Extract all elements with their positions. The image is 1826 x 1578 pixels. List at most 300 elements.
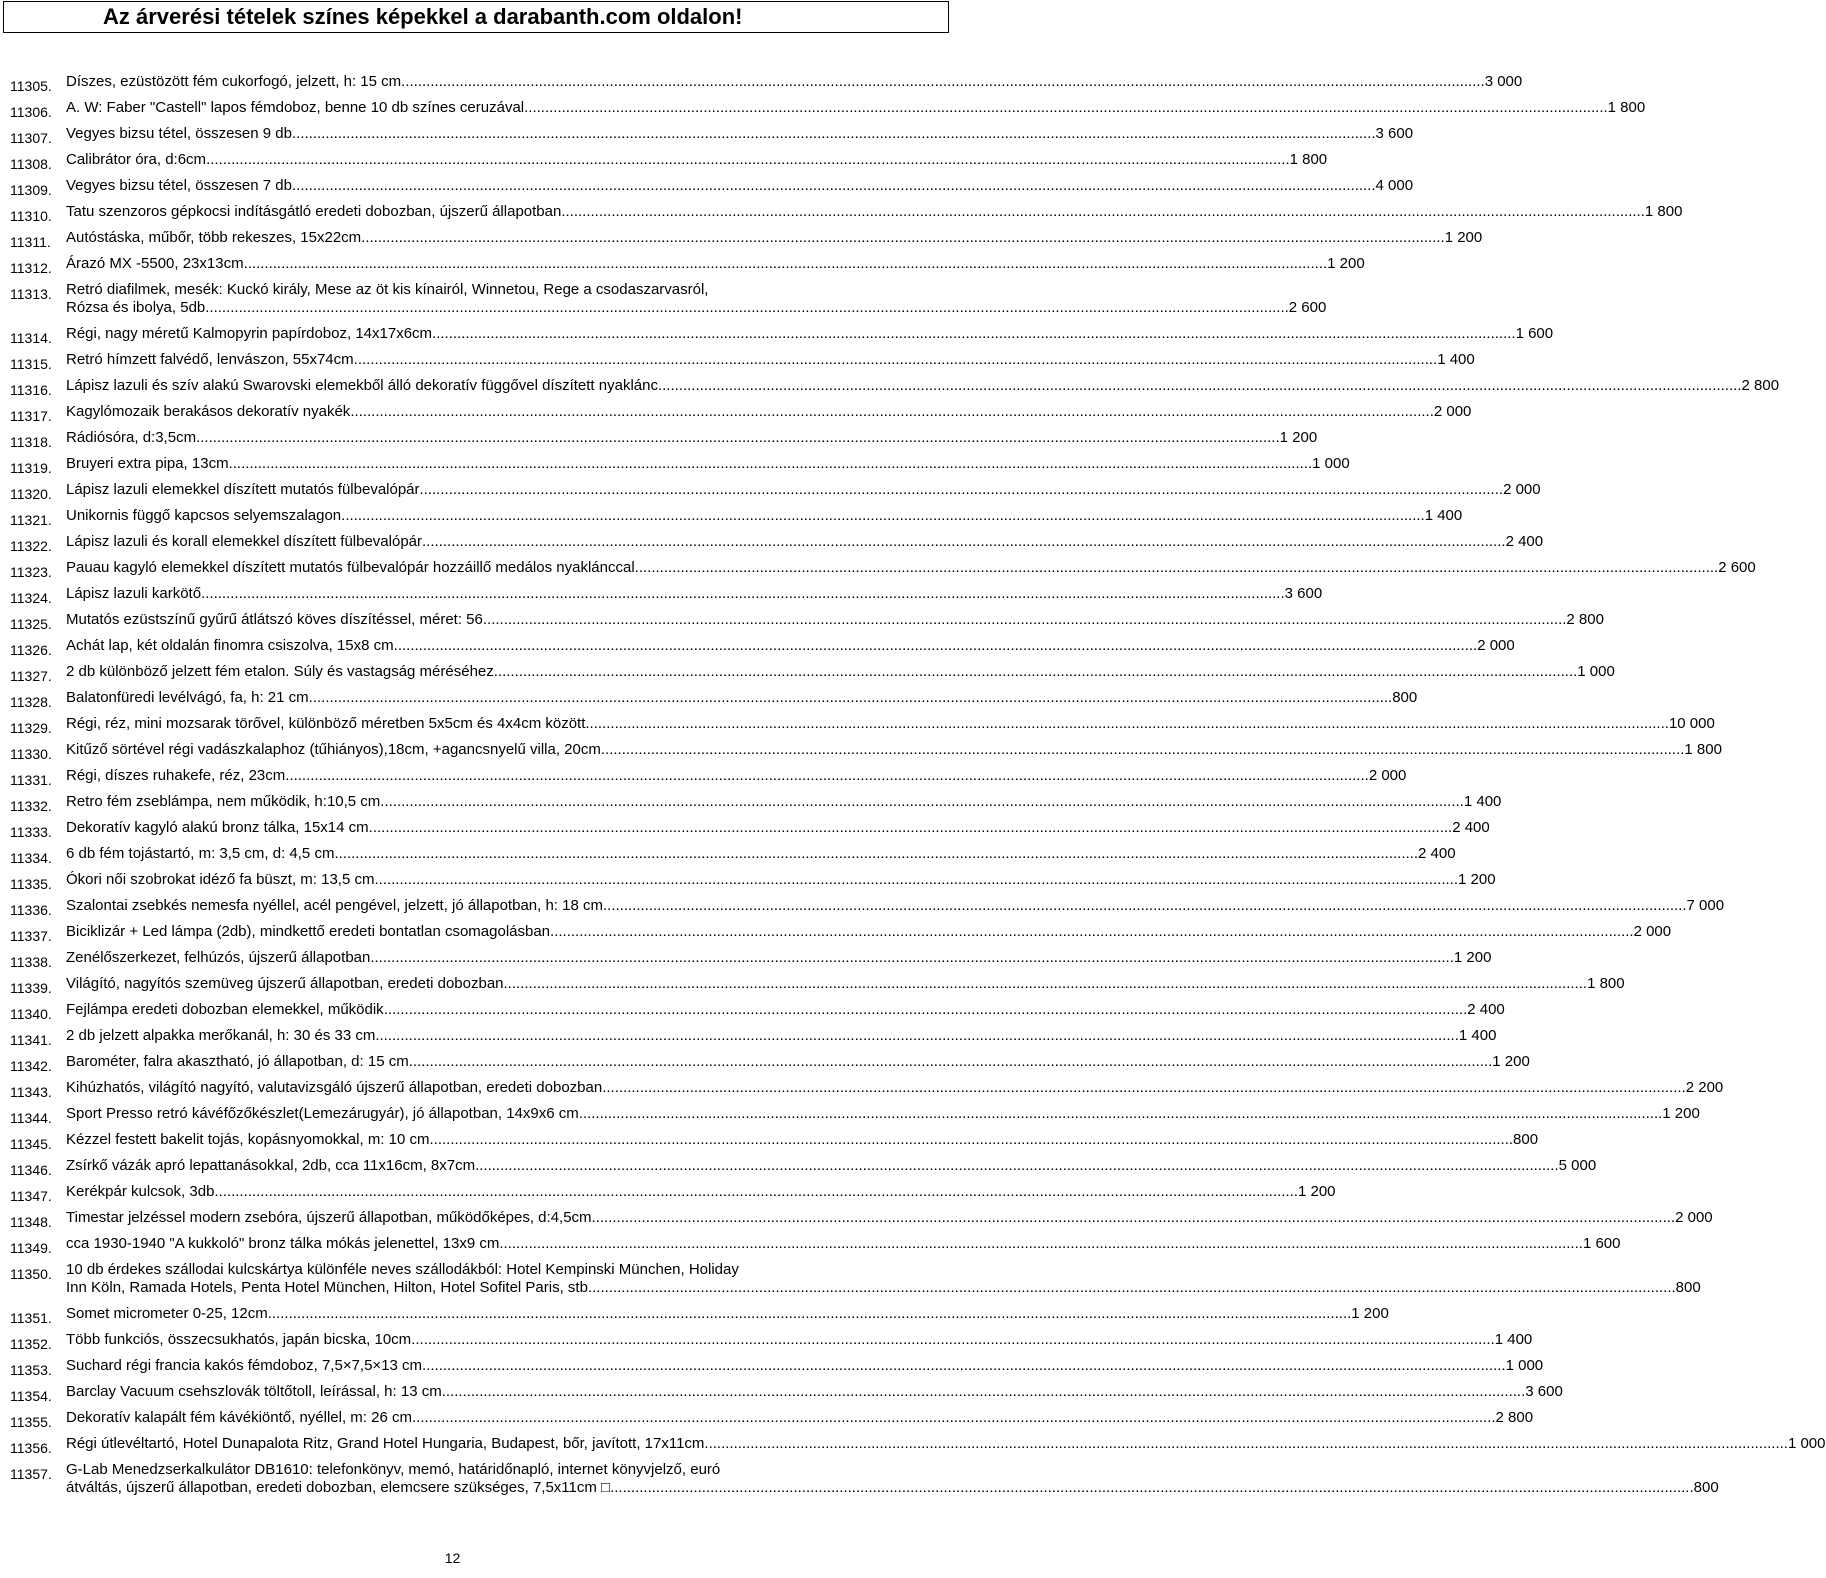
dot-leader: .................................................................................................................................................................................................................................................................... (228, 455, 1313, 472)
lot-description (66, 1261, 1701, 1297)
lot-text: Dekoratív kalapált fém kávékiöntő, nyéllel, m: 26 cm (66, 1409, 412, 1426)
lot-description (66, 1027, 1497, 1045)
lot-description (66, 1105, 1700, 1123)
lot-description (66, 403, 1472, 421)
dot-leader: .................................................................................................................................................................................................................................................................... (334, 845, 1418, 862)
lot-row (10, 325, 1554, 351)
lot-description (66, 611, 1604, 629)
lot-text: Több funkciós, összecsukhatós, japán bicska, 10cm (66, 1331, 412, 1348)
lot-text: Barclay Vacuum csehszlovák töltőtoll, leírással, h: 13 cm (66, 1383, 442, 1400)
lot-starting-price: 3 600 (1284, 585, 1323, 602)
lot-number: 11353. (10, 1362, 52, 1378)
lot-text: Pauau kagyló elemekkel díszített mutatós fülbevalópár hozzáillő medálos nyaklánccal (66, 559, 635, 576)
lot-description (66, 637, 1515, 655)
lot-text: Régi, nagy méretű Kalmopyrin papírdoboz, 14x17x6cm (66, 325, 433, 342)
lot-number: 11316. (10, 382, 52, 398)
lot-text: Kagylómozaik berakásos dekoratív nyakék (66, 403, 351, 420)
lot-number: 11346. (10, 1162, 52, 1178)
lot-text: Dekoratív kagyló alakú bronz tálka, 15x14 cm (66, 819, 369, 836)
lot-description (66, 585, 1323, 603)
lot-row (10, 611, 1604, 637)
lot-number: 11328. (10, 694, 52, 710)
lot-number: 11338. (10, 954, 52, 970)
lot-text: Rózsa és ibolya, 5db (66, 299, 206, 316)
lot-row (10, 819, 1490, 845)
lot-starting-price: 1 800 (1644, 203, 1683, 220)
lot-starting-price: 1 200 (1279, 429, 1318, 446)
lot-text: Retró hímzett falvédő, lenvászon, 55x74cm (66, 351, 354, 368)
lot-description (66, 1079, 1724, 1097)
lot-starting-price: 1 200 (1492, 1053, 1530, 1070)
lot-row (10, 351, 1475, 377)
lot-number: 11325. (10, 616, 52, 632)
lot-description (66, 377, 1780, 395)
lot-starting-price: 2 600 (1288, 299, 1327, 316)
lot-text: Lápisz lazuli és korall elemekkel díszített fülbevalópár (66, 533, 423, 550)
lot-starting-price: 1 200 (1444, 229, 1483, 246)
lot-number: 11317. (10, 408, 52, 424)
lot-description (66, 429, 1318, 447)
lot-starting-price: 2 400 (1452, 819, 1490, 836)
lot-text: átváltás, újszerű állapotban, eredeti dobozban, elemcsere szükséges, 7,5x11cm □ (66, 1479, 611, 1496)
lot-description (66, 1157, 1597, 1175)
dot-leader: .................................................................................................................................................................................................................................................................... (602, 897, 1687, 914)
lot-description (66, 741, 1722, 759)
dot-leader: .................................................................................................................................................................................................................................................................... (214, 1183, 1298, 1200)
lot-description (66, 793, 1502, 811)
lot-text: Sport Presso retró kávéfőzőkészlet(Lemezárugyár), jó állapotban, 14x9x6 cm (66, 1105, 579, 1122)
lot-starting-price: 1 800 (1289, 151, 1328, 168)
lot-text: Ókori női szobrokat idéző fa büszt, m: 13,5 cm (66, 871, 375, 888)
lot-text: Zenélőszerkezet, felhúzós, újszerű állapotban (66, 949, 371, 966)
lot-row (10, 507, 1463, 533)
lot-description (66, 1435, 1826, 1453)
lot-row (10, 1157, 1597, 1183)
lot-description (66, 689, 1418, 707)
lot-starting-price: 1 000 (1505, 1357, 1544, 1374)
lot-number: 11324. (10, 590, 52, 606)
lot-row (10, 377, 1780, 403)
lot-number: 11320. (10, 486, 52, 502)
lot-row (10, 793, 1502, 819)
lot-starting-price: 2 000 (1477, 637, 1515, 654)
lot-description (66, 229, 1483, 247)
lot-starting-price: 2 400 (1505, 533, 1544, 550)
lot-description (66, 203, 1683, 221)
lot-number: 11341. (10, 1032, 52, 1048)
lot-starting-price: 800 (1675, 1279, 1701, 1296)
lot-number: 11345. (10, 1136, 52, 1152)
lot-starting-price: 800 (1693, 1479, 1719, 1496)
lot-text: Régi, réz, mini mozsarak törővel, különböző méretben 5x5cm és 4x4cm között (66, 715, 586, 732)
dot-leader: .................................................................................................................................................................................................................................................................... (411, 1409, 1496, 1426)
dot-leader: .................................................................................................................................................................................................................................................................... (429, 1131, 1514, 1148)
lot-text: Vegyes bizsu tétel, összesen 9 db (66, 125, 292, 142)
lot-number: 11311. (10, 234, 51, 250)
lot-row (10, 1053, 1530, 1079)
lot-number: 11348. (10, 1214, 52, 1230)
dot-leader: .................................................................................................................................................................................................................................................................... (383, 1001, 1468, 1018)
lot-text: Balatonfüredi levélvágó, fa, h: 21 cm (66, 689, 309, 706)
lot-description (66, 923, 1672, 941)
lot-text: Bruyeri extra pipa, 13cm (66, 455, 229, 472)
lot-number: 11343. (10, 1084, 52, 1100)
lot-row (10, 1331, 1533, 1357)
lot-number: 11309. (10, 182, 52, 198)
dot-leader: .................................................................................................................................................................................................................................................................... (600, 741, 1685, 758)
lot-number: 11326. (10, 642, 52, 658)
lot-text: Achát lap, két oldalán finomra csiszolva, 15x8 cm (66, 637, 394, 654)
lot-description (66, 507, 1463, 525)
lot-number: 11307. (10, 130, 52, 146)
lot-starting-price: 1 200 (1662, 1105, 1700, 1122)
lot-description (66, 351, 1475, 369)
lot-number: 11355. (10, 1414, 52, 1430)
lot-row (10, 403, 1472, 429)
lot-number: 11327. (10, 668, 52, 684)
lot-description (66, 73, 1523, 91)
lot-number: 11357. (10, 1466, 52, 1482)
lot-row (10, 663, 1615, 689)
lot-description (66, 1409, 1534, 1427)
lot-row (10, 949, 1492, 975)
lot-starting-price: 2 600 (1718, 559, 1756, 576)
lot-starting-price: 2 000 (1633, 923, 1672, 940)
lot-text: Díszes, ezüstözött fém cukorfogó, jelzett, h: 15 cm (66, 73, 402, 90)
dot-leader: .................................................................................................................................................................................................................................................................... (704, 1435, 1788, 1452)
dot-leader: .................................................................................................................................................................................................................................................................... (368, 819, 1453, 836)
lot-description (66, 897, 1725, 915)
lot-text: Szalontai zsebkés nemesfa nyéllel, acél pengével, jelzett, jó állapotban, h: 18 cm (66, 897, 603, 914)
lot-number: 11342. (10, 1058, 52, 1074)
dot-leader: .................................................................................................................................................................................................................................................................... (578, 1105, 1663, 1122)
lot-starting-price: 2 800 (1566, 611, 1604, 628)
lot-text: Suchard régi francia kakós fémdoboz, 7,5×7,5×13 cm (66, 1357, 423, 1374)
lot-row (10, 637, 1515, 663)
dot-leader: .................................................................................................................................................................................................................................................................... (475, 1157, 1559, 1174)
lot-description (66, 845, 1456, 863)
dot-leader: .................................................................................................................................................................................................................................................................... (503, 975, 1588, 992)
lot-description (66, 255, 1365, 273)
lot-number: 11350. (10, 1266, 52, 1282)
lot-starting-price: 10 000 (1668, 715, 1715, 732)
lot-starting-price: 2 000 (1675, 1209, 1713, 1226)
lot-description (66, 177, 1414, 195)
lot-text: Fejlámpa eredeti dobozban elemekkel, működik (66, 1001, 384, 1018)
lot-row (10, 767, 1407, 793)
dot-leader: .................................................................................................................................................................................................................................................................... (370, 949, 1454, 966)
dot-leader: .................................................................................................................................................................................................................................................................... (341, 507, 1425, 524)
lot-row (10, 177, 1414, 203)
dot-leader: .................................................................................................................................................................................................................................................................... (585, 715, 1669, 732)
dot-leader: .................................................................................................................................................................................................................................................................... (205, 299, 1289, 316)
dot-leader: .................................................................................................................................................................................................................................................................... (422, 533, 1506, 550)
dot-leader: .................................................................................................................................................................................................................................................................... (291, 125, 1376, 142)
lot-number: 11333. (10, 824, 52, 840)
lot-row (10, 1261, 1701, 1305)
lot-row (10, 845, 1456, 871)
dot-leader: .................................................................................................................................................................................................................................................................... (499, 1235, 1583, 1252)
dot-leader: .................................................................................................................................................................................................................................................................... (493, 663, 1578, 680)
lot-text-first-line: G-Lab Menedzserkalkulátor DB1610: telefonkönyv, memó, határidőnapló, internet könyvjelző, euró (66, 1461, 721, 1478)
dot-leader: .................................................................................................................................................................................................................................................................... (243, 255, 1328, 272)
dot-leader: .................................................................................................................................................................................................................................................................... (610, 1479, 1694, 1496)
lot-text: Calibrátor óra, d:6cm (66, 151, 207, 168)
lot-starting-price: 2 000 (1433, 403, 1472, 420)
lot-text: Kihúzhatós, világító nagyító, valutavizsgáló újszerű állapotban, eredeti dobozban (66, 1079, 603, 1096)
lot-text: A. W: Faber "Castell" lapos fémdoboz, benne 10 db színes ceruzával (66, 99, 525, 116)
lot-number: 11310. (10, 208, 52, 224)
lot-starting-price: 1 200 (1453, 949, 1492, 966)
lot-text: 2 db különböző jelzett fém etalon. Súly és vastagság méréséhez (66, 663, 494, 680)
lot-starting-price: 2 400 (1467, 1001, 1505, 1018)
lot-description (66, 715, 1715, 733)
lot-starting-price: 800 (1392, 689, 1418, 706)
lot-row (10, 975, 1625, 1001)
lot-text: Barométer, falra akasztható, jó állapotban, d: 15 cm (66, 1053, 409, 1070)
lot-row (10, 1461, 1719, 1505)
lot-text: Retro fém zseblámpa, nem működik, h:10,5 cm (66, 793, 381, 810)
lot-row (10, 1183, 1336, 1209)
dot-leader: .................................................................................................................................................................................................................................................................... (422, 1357, 1506, 1374)
dot-leader: .................................................................................................................................................................................................................................................................... (201, 585, 1285, 602)
lot-starting-price: 1 800 (1684, 741, 1722, 758)
lot-number: 11351. (10, 1310, 52, 1326)
dot-leader: .................................................................................................................................................................................................................................................................... (196, 429, 1280, 446)
lot-starting-price: 1 200 (1327, 255, 1365, 272)
lot-text: Régi útlevéltartó, Hotel Dunapalota Ritz, Grand Hotel Hungaria, Budapest, bőr, javított, 17x11cm (66, 1435, 705, 1452)
lot-description (66, 1001, 1505, 1019)
dot-leader: .................................................................................................................................................................................................................................................................... (350, 403, 1434, 420)
lot-starting-price: 2 400 (1418, 845, 1456, 862)
dot-leader: .................................................................................................................................................................................................................................................................... (308, 689, 1393, 706)
lot-text: Inn Köln, Ramada Hotels, Penta Hotel München, Hilton, Hotel Sofitel Paris, stb. (66, 1279, 593, 1296)
lot-row (10, 1131, 1539, 1157)
lot-row (10, 715, 1715, 741)
lot-description (66, 1331, 1533, 1349)
page-number: 12 (444, 1550, 461, 1566)
lot-row (10, 689, 1418, 715)
lot-starting-price: 2 800 (1741, 377, 1780, 394)
lot-number: 11322. (10, 538, 52, 554)
lot-row (10, 1435, 1826, 1461)
lot-starting-price: 2 200 (1685, 1079, 1724, 1096)
lot-text: Vegyes bizsu tétel, összesen 7 db (66, 177, 292, 194)
dot-leader: .................................................................................................................................................................................................................................................................... (634, 559, 1719, 576)
lot-text: Lápisz lazuli karkötő (66, 585, 202, 602)
lot-number: 11314. (10, 330, 52, 346)
lot-row (10, 1027, 1497, 1053)
lot-starting-price: 1 400 (1494, 1331, 1533, 1348)
dot-leader: .................................................................................................................................................................................................................................................................... (401, 73, 1485, 90)
dot-leader: .................................................................................................................................................................................................................................................................... (291, 177, 1376, 194)
dot-leader: .................................................................................................................................................................................................................................................................... (482, 611, 1567, 628)
lot-row (10, 1079, 1724, 1105)
page-header-title: Az árverési tételek színes képekkel a darabanth.com oldalon! (3, 1, 949, 33)
lot-row (10, 741, 1722, 767)
lot-starting-price: 1 200 (1297, 1183, 1336, 1200)
lot-row (10, 151, 1328, 177)
lot-description (66, 151, 1328, 169)
lot-row (10, 585, 1323, 611)
lot-row (10, 1305, 1389, 1331)
lot-description (66, 325, 1554, 343)
lot-description (66, 1183, 1336, 1201)
lot-number: 11318. (10, 434, 52, 450)
dot-leader: .................................................................................................................................................................................................................................................................... (380, 793, 1464, 810)
lot-row (10, 1105, 1700, 1131)
dot-leader: .................................................................................................................................................................................................................................................................... (432, 325, 1516, 342)
lot-starting-price: 2 000 (1368, 767, 1407, 784)
lot-number: 11332. (10, 798, 52, 814)
lot-row (10, 203, 1683, 229)
lot-row (10, 1409, 1534, 1435)
lot-number: 11339. (10, 980, 52, 996)
lot-text: 6 db fém tojástartó, m: 3,5 cm, d: 4,5 cm (66, 845, 335, 862)
lot-starting-price: 1 400 (1437, 351, 1475, 368)
lot-row (10, 255, 1365, 281)
lot-starting-price: 1 000 (1312, 455, 1350, 472)
lot-row (10, 1235, 1621, 1261)
lot-starting-price: 4 000 (1375, 177, 1414, 194)
lot-starting-price: 1 200 (1351, 1305, 1389, 1322)
lot-text: Kerékpár kulcsok, 3db (66, 1183, 215, 1200)
dot-leader: .................................................................................................................................................................................................................................................................... (561, 203, 1645, 220)
dot-leader: .................................................................................................................................................................................................................................................................... (361, 229, 1445, 246)
dot-leader: .................................................................................................................................................................................................................................................................... (657, 377, 1742, 394)
lot-text: Lápisz lazuli elemekkel díszített mutatós fülbevalópár (66, 481, 420, 498)
dot-leader: .................................................................................................................................................................................................................................................................... (353, 351, 1438, 368)
lot-row (10, 1209, 1713, 1235)
lot-text: Árazó MX -5500, 23x13cm (66, 255, 244, 272)
lot-starting-price: 1 800 (1607, 99, 1646, 116)
lot-text: Mutatós ezüstszínű gyűrű átlátszó köves díszítéssel, méret: 56 (66, 611, 483, 628)
lot-row (10, 281, 1327, 325)
lot-number: 11336. (10, 902, 52, 918)
lot-row (10, 1001, 1505, 1027)
lot-starting-price: 3 600 (1375, 125, 1414, 142)
dot-leader: .................................................................................................................................................................................................................................................................... (550, 923, 1634, 940)
lot-number: 11335. (10, 876, 52, 892)
lot-starting-price: 1 400 (1424, 507, 1463, 524)
dot-leader: .................................................................................................................................................................................................................................................................... (285, 767, 1369, 784)
lot-number: 11356. (10, 1440, 52, 1456)
lot-number: 11315. (10, 356, 52, 372)
lot-description (66, 871, 1496, 889)
lot-number: 11323. (10, 564, 52, 580)
lot-row (10, 1383, 1563, 1409)
lot-number: 11319. (10, 460, 52, 476)
lot-description (66, 455, 1350, 473)
dot-leader: .................................................................................................................................................................................................................................................................... (441, 1383, 1526, 1400)
lot-number: 11337. (10, 928, 52, 944)
dot-leader: .................................................................................................................................................................................................................................................................... (591, 1209, 1676, 1226)
lot-text: Zsírkő vázák apró lepattanásokkal, 2db, cca 11x16cm, 8x7cm (66, 1157, 476, 1174)
lot-starting-price: 1 600 (1582, 1235, 1621, 1252)
lot-text: Kitűző sörtével régi vadászkalaphoz (tűhiányos),18cm, +agancsnyelű villa, 20cm (66, 741, 601, 758)
lot-text-first-line: 10 db érdekes szállodai kulcskártya különféle neves szállodákból: Hotel Kempinski München, Holiday (66, 1261, 739, 1278)
lot-number: 11306. (10, 104, 52, 120)
lot-text: Kézzel festett bakelit tojás, kopásnyomokkal, m: 10 cm (66, 1131, 430, 1148)
lot-text: Régi, díszes ruhakefe, réz, 23cm (66, 767, 286, 784)
lot-starting-price: 1 400 (1458, 1027, 1497, 1044)
lot-number: 11313. (10, 286, 52, 302)
lot-starting-price: 1 200 (1458, 871, 1496, 888)
lot-starting-price: 3 600 (1525, 1383, 1563, 1400)
dot-leader: .................................................................................................................................................................................................................................................................... (393, 637, 1478, 654)
lot-starting-price: 1 600 (1515, 325, 1554, 342)
dot-leader: .................................................................................................................................................................................................................................................................... (592, 1279, 1676, 1296)
lot-number: 11321. (10, 512, 52, 528)
lot-description (66, 1209, 1713, 1227)
lot-text: Unikornis függő kapcsos selyemszalagon (66, 507, 342, 524)
lot-description (66, 1235, 1621, 1253)
lot-description (66, 1383, 1563, 1401)
dot-leader: .................................................................................................................................................................................................................................................................... (419, 481, 1504, 498)
lot-text: Világító, nagyítós szemüveg újszerű állapotban, eredeti dobozban (66, 975, 504, 992)
lot-starting-price: 1 800 (1587, 975, 1625, 992)
lot-description (66, 975, 1625, 993)
dot-leader: .................................................................................................................................................................................................................................................................... (206, 151, 1290, 168)
lot-starting-price: 3 000 (1484, 73, 1523, 90)
lot-starting-price: 2 800 (1495, 1409, 1534, 1426)
lot-description (66, 533, 1544, 551)
lot-number: 11330. (10, 746, 52, 762)
lot-starting-price: 1 000 (1787, 1435, 1826, 1452)
lot-row (10, 99, 1646, 125)
lot-number: 11344. (10, 1110, 52, 1126)
lot-row (10, 923, 1672, 949)
lot-row (10, 73, 1523, 99)
lot-number: 11347. (10, 1188, 52, 1204)
lot-starting-price: 7 000 (1686, 897, 1725, 914)
lot-row (10, 125, 1414, 151)
lot-text: Timestar jelzéssel modern zsebóra, újszerű állapotban, működőképes, d:4,5cm (66, 1209, 592, 1226)
lot-number: 11354. (10, 1388, 52, 1404)
lot-starting-price: 2 000 (1503, 481, 1541, 498)
lot-description (66, 1131, 1539, 1149)
lot-starting-price: 1 400 (1463, 793, 1502, 810)
lot-text: Autóstáska, műbőr, több rekeszes, 15x22cm (66, 229, 362, 246)
dot-leader: .................................................................................................................................................................................................................................................................... (375, 1027, 1459, 1044)
lot-description (66, 559, 1756, 577)
lot-number: 11312. (10, 260, 52, 276)
lot-description (66, 663, 1615, 681)
lot-description (66, 125, 1414, 143)
lot-number: 11305. (10, 78, 52, 94)
dot-leader: .................................................................................................................................................................................................................................................................... (524, 99, 1608, 116)
lot-description (66, 949, 1492, 967)
lot-text: Biciklizár + Led lámpa (2db), mindkettő eredeti bontatlan csomagolásban (66, 923, 551, 940)
lot-text: 2 db jelzett alpakka merőkanál, h: 30 és 33 cm (66, 1027, 376, 1044)
lot-row (10, 1357, 1544, 1383)
lot-description (66, 767, 1407, 785)
lot-row (10, 897, 1725, 923)
lot-description (66, 1357, 1544, 1375)
lot-text: Lápisz lazuli és szív alakú Swarovski elemekből álló dekoratív függővel díszített nyaklánc (66, 377, 658, 394)
lot-row (10, 455, 1350, 481)
lot-number: 11352. (10, 1336, 52, 1352)
lot-description (66, 819, 1490, 837)
dot-leader: .................................................................................................................................................................................................................................................................... (267, 1305, 1352, 1322)
lot-row (10, 533, 1544, 559)
lot-number: 11334. (10, 850, 52, 866)
lot-list (10, 73, 1826, 1505)
lot-row (10, 429, 1318, 455)
lot-starting-price: 5 000 (1558, 1157, 1597, 1174)
lot-starting-price: 1 000 (1577, 663, 1615, 680)
lot-number: 11331. (10, 772, 52, 788)
